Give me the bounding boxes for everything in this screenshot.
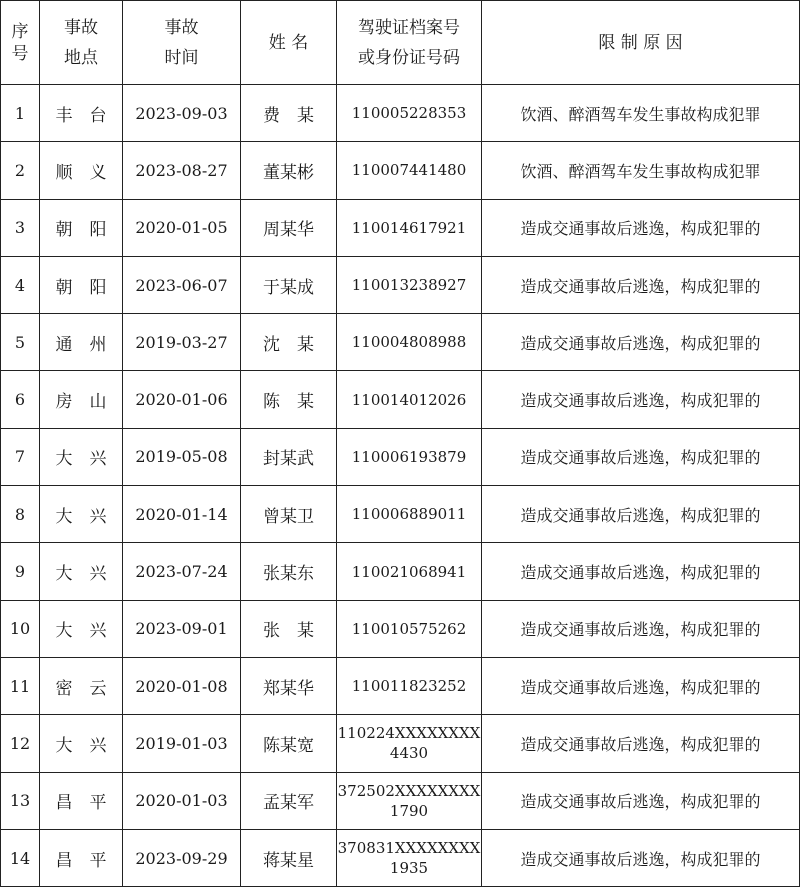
cell-name: 于某成 <box>241 256 337 313</box>
cell-index: 5 <box>1 314 40 371</box>
cell-reason: 造成交通事故后逃逸，构成犯罪的 <box>482 600 800 657</box>
cell-place: 密 云 <box>40 657 123 714</box>
cell-reason: 造成交通事故后逃逸，构成犯罪的 <box>482 715 800 772</box>
cell-date: 2019-05-08 <box>123 428 241 485</box>
cell-name: 郑某华 <box>241 657 337 714</box>
cell-name: 董某彬 <box>241 142 337 199</box>
table-row <box>1 314 800 371</box>
cell-index: 13 <box>1 772 40 829</box>
cell-id-line: 110224XXXXXXXX <box>337 724 481 743</box>
header-index-line1: 序 <box>11 21 29 42</box>
cell-reason: 造成交通事故后逃逸，构成犯罪的 <box>482 829 800 886</box>
header-place-line2: 地点 <box>64 47 98 68</box>
header-name <box>241 1 337 85</box>
cell-id <box>337 772 482 829</box>
cell-reason: 造成交通事故后逃逸，构成犯罪的 <box>482 486 800 543</box>
cell-place: 通 州 <box>40 314 123 371</box>
header-time <box>123 1 241 85</box>
table-row <box>1 486 800 543</box>
cell-reason: 造成交通事故后逃逸，构成犯罪的 <box>482 256 800 313</box>
cell-id <box>337 657 482 714</box>
header-index-line2: 号 <box>11 43 29 64</box>
cell-index: 8 <box>1 486 40 543</box>
cell-place: 大 兴 <box>40 600 123 657</box>
cell-id-line: 110014617921 <box>351 218 467 237</box>
cell-index: 6 <box>1 371 40 428</box>
table-row <box>1 256 800 313</box>
cell-id <box>337 314 482 371</box>
header-name-line1: 姓 名 <box>268 32 309 53</box>
header-license-line2: 或身份证号码 <box>358 47 460 68</box>
cell-id <box>337 486 482 543</box>
table-row <box>1 600 800 657</box>
cell-name: 陈 某 <box>241 371 337 428</box>
cell-date: 2023-09-03 <box>123 85 241 142</box>
cell-name: 张 某 <box>241 600 337 657</box>
cell-date: 2023-07-24 <box>123 543 241 600</box>
cell-index: 11 <box>1 657 40 714</box>
cell-id <box>337 829 482 886</box>
table-row <box>1 543 800 600</box>
cell-reason: 饮酒、醉酒驾车发生事故构成犯罪 <box>482 85 800 142</box>
cell-place: 朝 阳 <box>40 199 123 256</box>
cell-place: 丰 台 <box>40 85 123 142</box>
cell-id <box>337 543 482 600</box>
cell-id-line: 110011823252 <box>351 677 467 696</box>
header-index <box>1 1 40 85</box>
cell-index: 12 <box>1 715 40 772</box>
cell-id-line: 110014012026 <box>351 390 467 409</box>
header-time-line1: 事故 <box>164 17 199 38</box>
cell-place: 昌 平 <box>40 772 123 829</box>
cell-date: 2019-03-27 <box>123 314 241 371</box>
cell-name: 费 某 <box>241 85 337 142</box>
cell-name: 封某武 <box>241 428 337 485</box>
header-place-line1: 事故 <box>64 17 98 38</box>
cell-date: 2020-01-14 <box>123 486 241 543</box>
cell-id-line: 372502XXXXXXXX <box>337 781 481 800</box>
header-license-line1: 驾驶证档案号 <box>358 17 460 38</box>
cell-id-line: 110006889011 <box>351 505 467 524</box>
cell-place: 大 兴 <box>40 715 123 772</box>
cell-id <box>337 715 482 772</box>
header-time-line2: 时间 <box>164 47 199 68</box>
cell-id-line: 4430 <box>389 744 429 763</box>
cell-date: 2023-08-27 <box>123 142 241 199</box>
header-reason-line1: 限 制 原 因 <box>598 32 683 53</box>
cell-date: 2023-09-01 <box>123 600 241 657</box>
header-place <box>40 1 123 85</box>
cell-name: 孟某军 <box>241 772 337 829</box>
cell-name: 曾某卫 <box>241 486 337 543</box>
cell-id <box>337 428 482 485</box>
cell-place: 房 山 <box>40 371 123 428</box>
cell-id-line: 110013238927 <box>351 276 467 295</box>
cell-id-line: 110007441480 <box>351 161 467 180</box>
cell-index: 4 <box>1 256 40 313</box>
cell-index: 9 <box>1 543 40 600</box>
cell-id <box>337 85 482 142</box>
cell-date: 2019-01-03 <box>123 715 241 772</box>
cell-index: 2 <box>1 142 40 199</box>
cell-reason: 造成交通事故后逃逸，构成犯罪的 <box>482 314 800 371</box>
cell-date: 2020-01-03 <box>123 772 241 829</box>
cell-id <box>337 199 482 256</box>
cell-index: 1 <box>1 85 40 142</box>
cell-reason: 造成交通事故后逃逸，构成犯罪的 <box>482 772 800 829</box>
cell-date: 2020-01-06 <box>123 371 241 428</box>
cell-place: 大 兴 <box>40 543 123 600</box>
cell-date: 2020-01-08 <box>123 657 241 714</box>
cell-reason: 饮酒、醉酒驾车发生事故构成犯罪 <box>482 142 800 199</box>
cell-place: 顺 义 <box>40 142 123 199</box>
cell-id-line: 110004808988 <box>351 333 467 352</box>
cell-place: 大 兴 <box>40 486 123 543</box>
table-row <box>1 772 800 829</box>
cell-id-line: 1790 <box>389 801 429 820</box>
cell-id <box>337 142 482 199</box>
cell-id-line: 110006193879 <box>351 447 467 466</box>
cell-date: 2023-06-07 <box>123 256 241 313</box>
cell-name: 张某东 <box>241 543 337 600</box>
cell-index: 3 <box>1 199 40 256</box>
cell-id <box>337 600 482 657</box>
header-row <box>1 1 800 85</box>
header-license <box>337 1 482 85</box>
cell-index: 7 <box>1 428 40 485</box>
cell-reason: 造成交通事故后逃逸，构成犯罪的 <box>482 371 800 428</box>
cell-reason: 造成交通事故后逃逸，构成犯罪的 <box>482 199 800 256</box>
table-row <box>1 85 800 142</box>
cell-index: 10 <box>1 600 40 657</box>
cell-name: 周某华 <box>241 199 337 256</box>
cell-name: 陈某宽 <box>241 715 337 772</box>
cell-id <box>337 371 482 428</box>
cell-index: 14 <box>1 829 40 886</box>
cell-place: 昌 平 <box>40 829 123 886</box>
cell-name: 沈 某 <box>241 314 337 371</box>
cell-reason: 造成交通事故后逃逸，构成犯罪的 <box>482 543 800 600</box>
table-header <box>1 1 800 85</box>
table-row <box>1 371 800 428</box>
table-row <box>1 829 800 886</box>
cell-date: 2020-01-05 <box>123 199 241 256</box>
cell-place: 大 兴 <box>40 428 123 485</box>
header-reason <box>482 1 800 85</box>
cell-name: 蒋某星 <box>241 829 337 886</box>
table-row <box>1 428 800 485</box>
table-body <box>1 85 800 887</box>
cell-reason: 造成交通事故后逃逸，构成犯罪的 <box>482 428 800 485</box>
table-row <box>1 657 800 714</box>
table-row <box>1 142 800 199</box>
cell-id-line: 110010575262 <box>351 619 467 638</box>
cell-reason: 造成交通事故后逃逸，构成犯罪的 <box>482 657 800 714</box>
table-row <box>1 715 800 772</box>
cell-id-line: 370831XXXXXXXX <box>337 839 481 857</box>
cell-date: 2023-09-29 <box>123 829 241 886</box>
cell-id <box>337 256 482 313</box>
cell-id-line: 110021068941 <box>351 562 467 581</box>
cell-place: 朝 阳 <box>40 256 123 313</box>
cell-id-line: 1935 <box>389 859 429 877</box>
cell-id-line: 110005228353 <box>351 104 467 123</box>
table-row <box>1 199 800 256</box>
